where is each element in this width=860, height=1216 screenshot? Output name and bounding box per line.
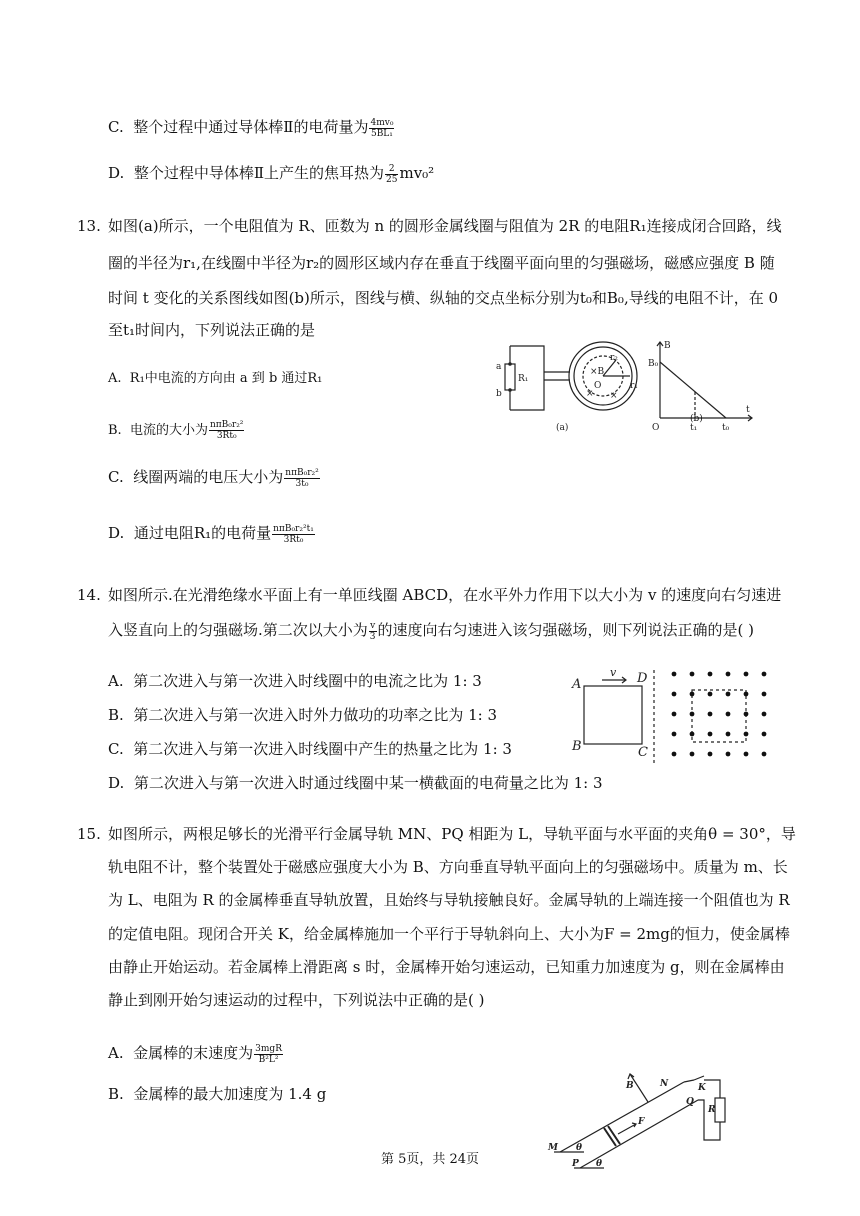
q15-stem-line-4: 的定值电阻。现闭合开关 K，给金属棒施加一个平行于导轨斜向上、大小为F = 2mg的恒力，使金属棒 xyxy=(108,925,790,943)
resistor-r xyxy=(715,1098,725,1122)
svg-text:P: P xyxy=(572,1159,579,1169)
q15-number: 15. xyxy=(77,825,101,843)
field-dot xyxy=(762,672,767,677)
field-dot xyxy=(726,752,731,757)
svg-text:R₁: R₁ xyxy=(518,374,529,384)
field-dot xyxy=(708,752,713,757)
svg-text:b: b xyxy=(496,389,502,399)
field-dot xyxy=(708,672,713,677)
field-dot xyxy=(744,692,749,697)
svg-text:M: M xyxy=(548,1143,558,1153)
svg-text:A: A xyxy=(572,677,582,692)
field-dot xyxy=(744,752,749,757)
q13-option-c: C. 线圈两端的电压大小为 $\frac{\text{nπB₀r₂²}}{\text{3t₀}}$ xyxy=(108,467,319,489)
svg-text:×B: ×B xyxy=(590,367,605,377)
svg-text:×: × xyxy=(610,391,618,401)
q15-option-a: A. 金属棒的末速度为 $\frac{\text{3mgR}}{\text{B²L²}}$ xyxy=(108,1043,282,1065)
svg-text:K: K xyxy=(698,1083,706,1093)
svg-text:O: O xyxy=(652,423,660,432)
svg-text:C: C xyxy=(638,745,648,760)
svg-text:r₁: r₁ xyxy=(630,381,638,391)
q13-caption-b: (b) xyxy=(690,414,703,424)
resistor-r1 xyxy=(505,364,515,390)
fraction: $\frac{\text{4mv₀}}{\text{5BL₁}}$ xyxy=(370,117,394,139)
q14-option-a: A. 第二次进入与第一次进入时线圈中的电流之比为 1: 3 xyxy=(108,672,482,690)
q15-stem-line-6: 静止到刚开始匀速运动的过程中，下列说法中正确的是( ) xyxy=(108,991,485,1009)
q12-option-c: C. 整个过程中通过导体棒Ⅱ的电荷量为 $\frac{\text{4mv₀}}{\text{5BL₁}}$ xyxy=(108,117,394,139)
field-dot xyxy=(726,732,731,737)
svg-text:v: v xyxy=(610,666,617,679)
magnetic-field-dots xyxy=(672,672,767,757)
q13-stem-line-4: 至t₁时间内，下列说法正确的是 xyxy=(108,321,316,339)
field-dot xyxy=(690,712,695,717)
q14-stem-line-2: 入竖直向上的匀强磁场.第二次以大小为 $\frac{v}{3}$ 的速度向右匀速进入该匀强磁场，则下列说法正确的是( ) xyxy=(108,620,754,642)
field-dot xyxy=(708,732,713,737)
field-dot xyxy=(726,672,731,677)
q14-number: 14. xyxy=(77,586,101,604)
svg-text:(a): (a) xyxy=(556,423,569,432)
field-dot xyxy=(744,672,749,677)
q13-stem-line-1: 如图(a)所示，一个电阻值为 R、匝数为 n 的圆形金属线圈与阻值为 2R 的电阻R₁连接成闭合回路，线 xyxy=(108,217,782,235)
svg-text:a: a xyxy=(496,362,502,372)
q15-stem-line-3: 为 L、电阻为 R 的金属棒垂直导轨放置，且始终与导轨接触良好。金属导轨的上端连接一个阻值也为 R xyxy=(108,891,790,909)
svg-text:B: B xyxy=(626,1081,634,1091)
q14-option-d: D. 第二次进入与第一次进入时通过线圈中某一横截面的电荷量之比为 1: 3 xyxy=(108,774,603,792)
q13-stem-line-2: 圈的半径为r₁,在线圈中半径为r₂的圆形区域内存在垂直于线圈平面向里的匀强磁场，磁感应强度 B 随 xyxy=(108,254,775,272)
b-line xyxy=(660,362,726,418)
q14-figure xyxy=(568,662,778,770)
q15-stem-line-1: 如图所示，两根足够长的光滑平行金属导轨 MN、PQ 相距为 L，导轨平面与水平面的夹角θ = 30°，导 xyxy=(108,825,796,843)
field-dot xyxy=(708,692,713,697)
q13-figure xyxy=(490,338,760,432)
svg-text:R: R xyxy=(708,1105,716,1115)
coil-abcd xyxy=(584,686,642,744)
field-dot xyxy=(672,692,677,697)
field-dot xyxy=(762,712,767,717)
svg-text:t₀: t₀ xyxy=(722,423,730,432)
field-dot xyxy=(672,672,677,677)
fraction: $\frac{2}{25}$ xyxy=(386,163,398,185)
q13-option-d: D. 通过电阻R₁的电荷量 $\frac{\text{nπB₀r₂²t₁}}{\text{3Rt₀}}$ xyxy=(108,523,314,545)
field-dot xyxy=(744,712,749,717)
field-dot xyxy=(708,712,713,717)
q13-option-a: A. R₁中电流的方向由 a 到 b 通过R₁ xyxy=(108,371,323,386)
q12-option-d: D. 整个过程中导体棒Ⅱ上产生的焦耳热为 $\frac{2}{25}$ mv₀² xyxy=(108,163,435,185)
q13-option-b: B. 电流的大小为 $\frac{\text{nπB₀r₂²}}{\text{3Rt₀}}$ xyxy=(108,420,244,441)
q13-stem-line-3: 时间 t 变化的关系图线如图(b)所示，图线与横、纵轴的交点坐标分别为t₀和B₀,导线的电阻不计，在 0 xyxy=(108,289,779,307)
field-dot xyxy=(726,712,731,717)
svg-text:B: B xyxy=(664,341,671,351)
field-dot xyxy=(762,752,767,757)
svg-text:B: B xyxy=(572,739,582,754)
page-footer: 第 5页，共 24页 xyxy=(380,1152,480,1167)
svg-text:t₁: t₁ xyxy=(690,423,698,432)
svg-text:θ: θ xyxy=(596,1159,603,1169)
svg-text:r₂: r₂ xyxy=(610,353,618,363)
svg-text:Q: Q xyxy=(686,1097,694,1107)
field-dot xyxy=(690,672,695,677)
svg-text:F: F xyxy=(638,1117,645,1127)
q14-stem-line-1: 如图所示.在光滑绝缘水平面上有一单匝线圈 ABCD，在水平外力作用下以大小为 v 的速度向右匀速进 xyxy=(108,586,782,604)
field-dot xyxy=(672,752,677,757)
field-dot xyxy=(762,732,767,737)
svg-text:t: t xyxy=(746,405,750,415)
svg-text:N: N xyxy=(660,1079,669,1089)
field-dot xyxy=(690,752,695,757)
field-dot xyxy=(744,732,749,737)
svg-text:θ: θ xyxy=(576,1143,583,1153)
q13-number: 13. xyxy=(77,217,101,235)
field-dot xyxy=(672,712,677,717)
rail-mn xyxy=(560,1082,684,1152)
field-dot xyxy=(762,692,767,697)
q15-stem-line-5: 由静止开始运动。若金属棒上滑距离 s 时，金属棒开始匀速运动，已知重力加速度为 g，则在金属棒由 xyxy=(108,958,785,976)
q14-option-c: C. 第二次进入与第一次进入时线圈中产生的热量之比为 1: 3 xyxy=(108,740,512,758)
field-dot xyxy=(690,732,695,737)
q15-option-b: B. 金属棒的最大加速度为 1.4 g xyxy=(108,1085,327,1103)
svg-text:O: O xyxy=(594,381,602,391)
q15-stem-line-2: 轨电阻不计，整个装置处于磁感应强度大小为 B、方向垂直导轨平面向上的匀强磁场中。质量为 m、长 xyxy=(108,858,788,876)
svg-text:×: × xyxy=(586,389,594,399)
field-dot xyxy=(672,732,677,737)
q14-option-b: B. 第二次进入与第一次进入时外力做功的功率之比为 1: 3 xyxy=(108,706,498,724)
svg-text:B₀: B₀ xyxy=(648,359,659,369)
field-dot xyxy=(690,692,695,697)
svg-text:D: D xyxy=(637,671,648,686)
field-dot xyxy=(726,692,731,697)
